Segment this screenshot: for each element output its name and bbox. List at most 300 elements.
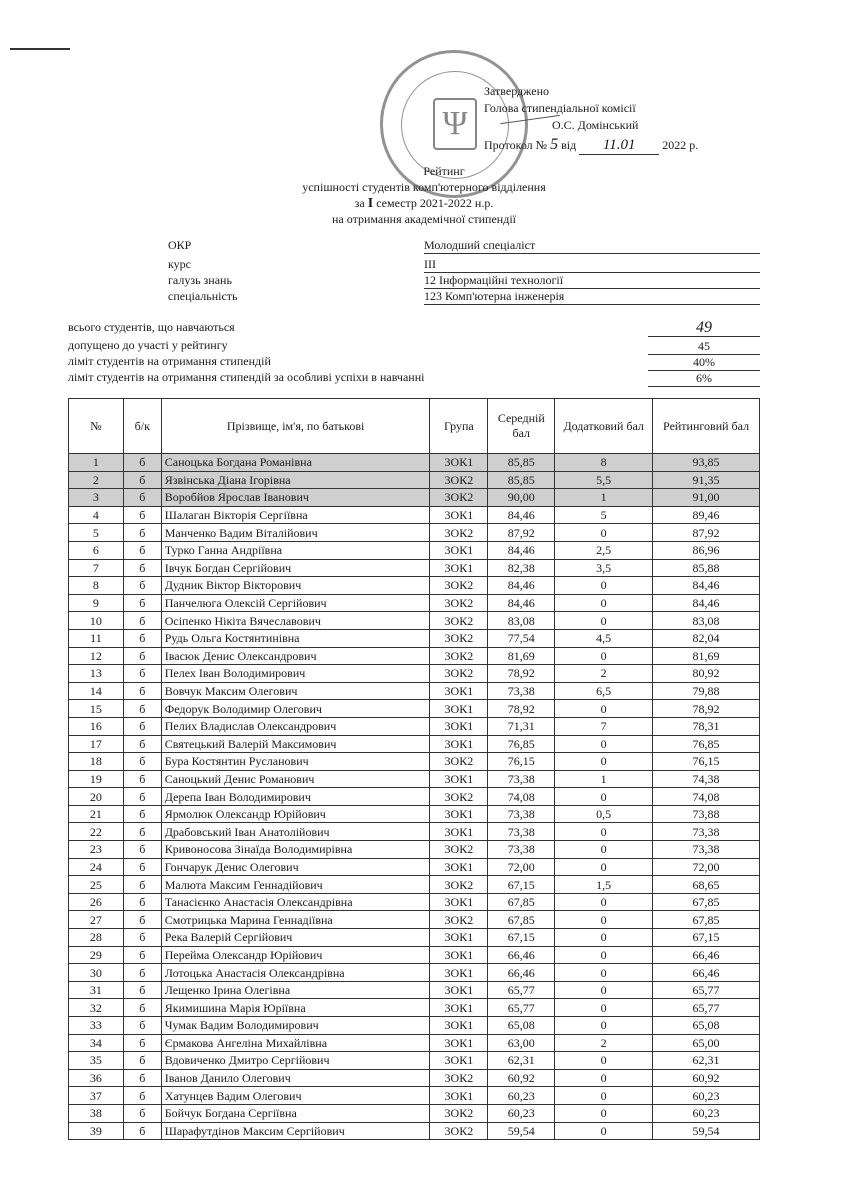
cell-additional: 0 [555,735,653,753]
cell-number: 9 [69,594,124,612]
cell-rating: 76,15 [653,753,760,771]
cell-average: 90,00 [488,489,555,507]
cell-group: 3ОК2 [430,665,488,683]
table-row [69,1017,760,1035]
cell-name: Манченко Вадим Віталійович [161,524,430,542]
cell-average: 73,38 [488,770,555,788]
cell-group: 3ОК1 [430,1052,488,1070]
cell-rating: 60,23 [653,1087,760,1105]
cell-average: 67,85 [488,911,555,929]
cell-name: Танасієнко Анастасія Олександрівна [161,893,430,911]
cell-budget: б [123,893,161,911]
cell-name: Язвінська Діана Ігорівна [161,471,430,489]
cell-rating: 73,38 [653,823,760,841]
table-row [69,1104,760,1122]
cell-average: 66,46 [488,964,555,982]
cell-number: 21 [69,805,124,823]
cell-number: 28 [69,929,124,947]
table-row [69,489,760,507]
cell-average: 78,92 [488,665,555,683]
approval-head-name: О.С. Домінський [552,118,639,132]
cell-rating: 67,85 [653,893,760,911]
cell-number: 26 [69,893,124,911]
cell-name: Перейма Олександр Юрійович [161,946,430,964]
cell-budget: б [123,999,161,1017]
cell-number: 11 [69,629,124,647]
cell-number: 29 [69,946,124,964]
cell-budget: б [123,454,161,472]
cell-budget: б [123,1017,161,1035]
cell-name: Дудник Віктор Вікторович [161,577,430,595]
cell-average: 84,46 [488,541,555,559]
cell-name: Святецький Валерій Максимович [161,735,430,753]
cell-rating: 89,46 [653,506,760,524]
cell-average: 87,92 [488,524,555,542]
cell-average: 76,85 [488,735,555,753]
cell-group: 3ОК1 [430,946,488,964]
cell-group: 3ОК2 [430,524,488,542]
cell-budget: б [123,612,161,630]
cell-additional: 0 [555,946,653,964]
cell-rating: 82,04 [653,629,760,647]
cell-average: 73,38 [488,805,555,823]
cell-name: Панчелюга Олексій Сергійович [161,594,430,612]
cell-additional: 1 [555,489,653,507]
cell-budget: б [123,717,161,735]
cell-additional: 1 [555,770,653,788]
cell-budget: б [123,506,161,524]
cell-number: 37 [69,1087,124,1105]
limit-value: 40% [648,354,760,371]
cell-additional: 4,5 [555,629,653,647]
cell-average: 66,46 [488,946,555,964]
table-row [69,1122,760,1140]
cell-additional: 0 [555,1017,653,1035]
cell-additional: 8 [555,454,653,472]
cell-average: 65,77 [488,981,555,999]
cell-group: 3ОК2 [430,594,488,612]
table-row [69,665,760,683]
cell-average: 73,38 [488,841,555,859]
cell-average: 77,54 [488,629,555,647]
cell-additional: 0 [555,823,653,841]
cell-name: Бура Костянтин Русланович [161,753,430,771]
cell-group: 3ОК1 [430,929,488,947]
cell-rating: 84,46 [653,577,760,595]
table-row [69,647,760,665]
cell-average: 85,85 [488,471,555,489]
cell-budget: б [123,1034,161,1052]
cell-number: 32 [69,999,124,1017]
cell-budget: б [123,876,161,894]
approval-commission-head: Голова стипендіальної комісії [484,101,636,115]
table-row [69,823,760,841]
title-rating: Рейтинг [423,164,465,178]
cell-rating: 65,77 [653,999,760,1017]
cell-average: 73,38 [488,823,555,841]
okr-label: ОКР [168,238,192,252]
cell-budget: б [123,788,161,806]
cell-average: 60,23 [488,1104,555,1122]
cell-name: Ярмолюк Олександр Юрійович [161,805,430,823]
admitted-value: 45 [648,338,760,355]
cell-budget: б [123,911,161,929]
cell-group: 3ОК1 [430,893,488,911]
cell-additional: 0 [555,841,653,859]
cell-budget: б [123,541,161,559]
cell-additional: 5,5 [555,471,653,489]
table-row [69,964,760,982]
cell-additional: 2 [555,665,653,683]
cell-average: 84,46 [488,594,555,612]
cell-budget: б [123,471,161,489]
cell-additional: 0 [555,929,653,947]
cell-group: 3ОК1 [430,1034,488,1052]
cell-additional: 0 [555,753,653,771]
table-row [69,929,760,947]
table-row [69,911,760,929]
cell-name: Пелех Іван Володимирович [161,665,430,683]
cell-budget: б [123,858,161,876]
cell-additional: 0 [555,1069,653,1087]
cell-average: 78,92 [488,700,555,718]
cell-number: 25 [69,876,124,894]
cell-group: 3ОК2 [430,753,488,771]
cell-additional: 0,5 [555,805,653,823]
approval-heading: Затверджено [484,84,550,98]
table-row [69,559,760,577]
cell-rating: 73,88 [653,805,760,823]
cell-group: 3ОК1 [430,454,488,472]
cell-rating: 91,00 [653,489,760,507]
admitted-label: допущено до участі у рейтингу [68,338,228,352]
corner-mark [10,48,70,50]
table-row [69,682,760,700]
limit-label: ліміт студентів на отримання стипендій [68,354,271,368]
table-row [69,629,760,647]
total-students-label: всього студентів, що навчаються [68,320,235,334]
cell-group: 3ОК2 [430,1122,488,1140]
cell-name: Гончарук Денис Олегович [161,858,430,876]
cell-budget: б [123,647,161,665]
cell-budget: б [123,1104,161,1122]
title-subject: успішності студентів комп'ютерного відділення [302,180,546,194]
cell-name: Шарафутдінов Максим Сергійович [161,1122,430,1140]
table-row [69,981,760,999]
cell-additional: 0 [555,647,653,665]
cell-number: 19 [69,770,124,788]
cell-rating: 85,88 [653,559,760,577]
cell-budget: б [123,489,161,507]
cell-group: 3ОК1 [430,700,488,718]
cell-average: 60,92 [488,1069,555,1087]
cell-group: 3ОК1 [430,981,488,999]
cell-group: 3ОК2 [430,788,488,806]
cell-average: 83,08 [488,612,555,630]
course-value: III [424,257,760,273]
cell-number: 5 [69,524,124,542]
cell-number: 20 [69,788,124,806]
cell-group: 3ОК2 [430,876,488,894]
cell-budget: б [123,735,161,753]
cell-additional: 6,5 [555,682,653,700]
cell-additional: 0 [555,1087,653,1105]
cell-number: 1 [69,454,124,472]
cell-number: 4 [69,506,124,524]
cell-rating: 74,38 [653,770,760,788]
cell-name: Хатунцев Вадим Олегович [161,1087,430,1105]
cell-rating: 66,46 [653,964,760,982]
cell-budget: б [123,665,161,683]
cell-additional: 0 [555,524,653,542]
table-row [69,893,760,911]
cell-additional: 3,5 [555,559,653,577]
cell-number: 15 [69,700,124,718]
specialty-value: 123 Комп'ютерна інженерія [424,289,760,305]
cell-average: 81,69 [488,647,555,665]
cell-name: Івчук Богдан Сергійович [161,559,430,577]
cell-number: 6 [69,541,124,559]
table-row [69,805,760,823]
cell-budget: б [123,929,161,947]
cell-name: Малюта Максим Геннадійович [161,876,430,894]
cell-budget: б [123,577,161,595]
cell-group: 3ОК2 [430,612,488,630]
cell-rating: 81,69 [653,647,760,665]
cell-additional: 0 [555,1122,653,1140]
cell-budget: б [123,753,161,771]
protocol-number: 5 [550,136,559,153]
cell-additional: 0 [555,893,653,911]
cell-group: 3ОК2 [430,629,488,647]
cell-average: 65,08 [488,1017,555,1035]
cell-rating: 65,08 [653,1017,760,1035]
table-row [69,858,760,876]
cell-number: 12 [69,647,124,665]
cell-number: 24 [69,858,124,876]
table-row [69,999,760,1017]
cell-group: 3ОК2 [430,911,488,929]
cell-number: 3 [69,489,124,507]
cell-name: Дерепа Іван Володимирович [161,788,430,806]
table-row [69,788,760,806]
cell-budget: б [123,682,161,700]
cell-rating: 65,77 [653,981,760,999]
header-budget: б/к [123,399,161,454]
cell-budget: б [123,524,161,542]
cell-rating: 83,08 [653,612,760,630]
field-label: галузь знань [168,273,232,287]
cell-budget: б [123,1122,161,1140]
table-row [69,841,760,859]
cell-additional: 0 [555,577,653,595]
cell-name: Шалаган Вікторія Сергіївна [161,506,430,524]
cell-name: Река Валерій Сергійович [161,929,430,947]
cell-budget: б [123,946,161,964]
table-row [69,735,760,753]
title-semester: за I семестр 2021-2022 н.р. [354,196,494,211]
cell-average: 72,00 [488,858,555,876]
cell-name: Вовчук Максим Олегович [161,682,430,700]
cell-number: 38 [69,1104,124,1122]
cell-number: 35 [69,1052,124,1070]
cell-group: 3ОК1 [430,506,488,524]
cell-group: 3ОК2 [430,841,488,859]
cell-group: 3ОК1 [430,823,488,841]
cell-group: 3ОК2 [430,1104,488,1122]
approval-protocol: Протокол № 5 від 11.01 2022 р. [484,136,699,153]
table-row [69,577,760,595]
cell-number: 13 [69,665,124,683]
cell-rating: 80,92 [653,665,760,683]
cell-rating: 78,92 [653,700,760,718]
cell-name: Драбовський Іван Анатолійович [161,823,430,841]
table-row [69,1087,760,1105]
table-header-row [69,399,760,454]
title-purpose: на отримання академічної стипендії [332,212,516,226]
cell-group: 3ОК2 [430,489,488,507]
cell-average: 84,46 [488,577,555,595]
header-rating-score: Рейтинговий бал [653,399,760,454]
cell-number: 36 [69,1069,124,1087]
cell-name: Федорук Володимир Олегович [161,700,430,718]
cell-budget: б [123,1069,161,1087]
cell-name: Єрмакова Ангеліна Михайлівна [161,1034,430,1052]
cell-additional: 0 [555,964,653,982]
cell-name: Лещенко Ірина Олегівна [161,981,430,999]
header-number: № [69,399,124,454]
cell-additional: 0 [555,594,653,612]
cell-number: 17 [69,735,124,753]
cell-group: 3ОК2 [430,471,488,489]
cell-number: 30 [69,964,124,982]
header-group: Група [430,399,488,454]
cell-additional: 0 [555,1052,653,1070]
cell-rating: 72,00 [653,858,760,876]
cell-average: 71,31 [488,717,555,735]
cell-group: 3ОК1 [430,770,488,788]
cell-group: 3ОК1 [430,559,488,577]
cell-average: 67,85 [488,893,555,911]
cell-group: 3ОК1 [430,999,488,1017]
total-students-value: 49 [648,320,760,337]
cell-budget: б [123,629,161,647]
cell-group: 3ОК1 [430,964,488,982]
cell-number: 34 [69,1034,124,1052]
cell-number: 39 [69,1122,124,1140]
cell-number: 10 [69,612,124,630]
cell-number: 27 [69,911,124,929]
cell-rating: 79,88 [653,682,760,700]
cell-budget: б [123,981,161,999]
cell-number: 16 [69,717,124,735]
cell-average: 67,15 [488,929,555,947]
cell-additional: 0 [555,1104,653,1122]
table-row [69,1034,760,1052]
cell-budget: б [123,1087,161,1105]
cell-rating: 76,85 [653,735,760,753]
cell-average: 74,08 [488,788,555,806]
special-limit-value: 6% [648,370,760,387]
cell-name: Рудь Ольга Костянтинівна [161,629,430,647]
cell-additional: 0 [555,858,653,876]
table-row [69,471,760,489]
cell-additional: 0 [555,700,653,718]
cell-budget: б [123,823,161,841]
cell-name: Вдовиченко Дмитро Сергійович [161,1052,430,1070]
cell-average: 60,23 [488,1087,555,1105]
cell-name: Пелих Владислав Олександрович [161,717,430,735]
trident-emblem-icon: Ψ [433,98,477,150]
cell-average: 65,77 [488,999,555,1017]
cell-rating: 86,96 [653,541,760,559]
field-value: 12 Інформаційні технології [424,273,760,289]
cell-budget: б [123,841,161,859]
cell-additional: 0 [555,911,653,929]
cell-name: Саноцький Денис Романович [161,770,430,788]
cell-rating: 87,92 [653,524,760,542]
cell-rating: 60,23 [653,1104,760,1122]
protocol-date: 11.01 [579,137,659,155]
cell-group: 3ОК1 [430,805,488,823]
cell-rating: 67,15 [653,929,760,947]
cell-rating: 59,54 [653,1122,760,1140]
cell-budget: б [123,964,161,982]
cell-number: 23 [69,841,124,859]
table-row [69,454,760,472]
cell-name: Саноцька Богдана Романівна [161,454,430,472]
cell-average: 67,15 [488,876,555,894]
cell-number: 33 [69,1017,124,1035]
cell-additional: 7 [555,717,653,735]
cell-rating: 65,00 [653,1034,760,1052]
cell-name: Іванов Данило Олегович [161,1069,430,1087]
cell-name: Турко Ганна Андріївна [161,541,430,559]
cell-rating: 66,46 [653,946,760,964]
cell-additional: 0 [555,788,653,806]
cell-group: 3ОК2 [430,577,488,595]
table-row [69,717,760,735]
cell-average: 62,31 [488,1052,555,1070]
cell-rating: 78,31 [653,717,760,735]
cell-average: 63,00 [488,1034,555,1052]
cell-average: 73,38 [488,682,555,700]
cell-name: Лотоцька Анастасія Олександрівна [161,964,430,982]
cell-name: Воробйов Ярослав Іванович [161,489,430,507]
cell-number: 8 [69,577,124,595]
header-additional-score: Додатковий бал [555,399,653,454]
cell-additional: 2 [555,1034,653,1052]
table-row [69,700,760,718]
cell-group: 3ОК1 [430,682,488,700]
cell-rating: 91,35 [653,471,760,489]
cell-rating: 62,31 [653,1052,760,1070]
table-row [69,770,760,788]
cell-group: 3ОК1 [430,858,488,876]
cell-group: 3ОК1 [430,717,488,735]
header-full-name: Прізвище, ім'я, по батькові [161,399,430,454]
cell-budget: б [123,594,161,612]
specialty-label: спеціальність [168,289,238,303]
cell-name: Якимишина Марія Юріївна [161,999,430,1017]
cell-additional: 1,5 [555,876,653,894]
cell-budget: б [123,805,161,823]
table-row [69,946,760,964]
cell-budget: б [123,770,161,788]
cell-number: 18 [69,753,124,771]
cell-number: 31 [69,981,124,999]
table-row [69,506,760,524]
